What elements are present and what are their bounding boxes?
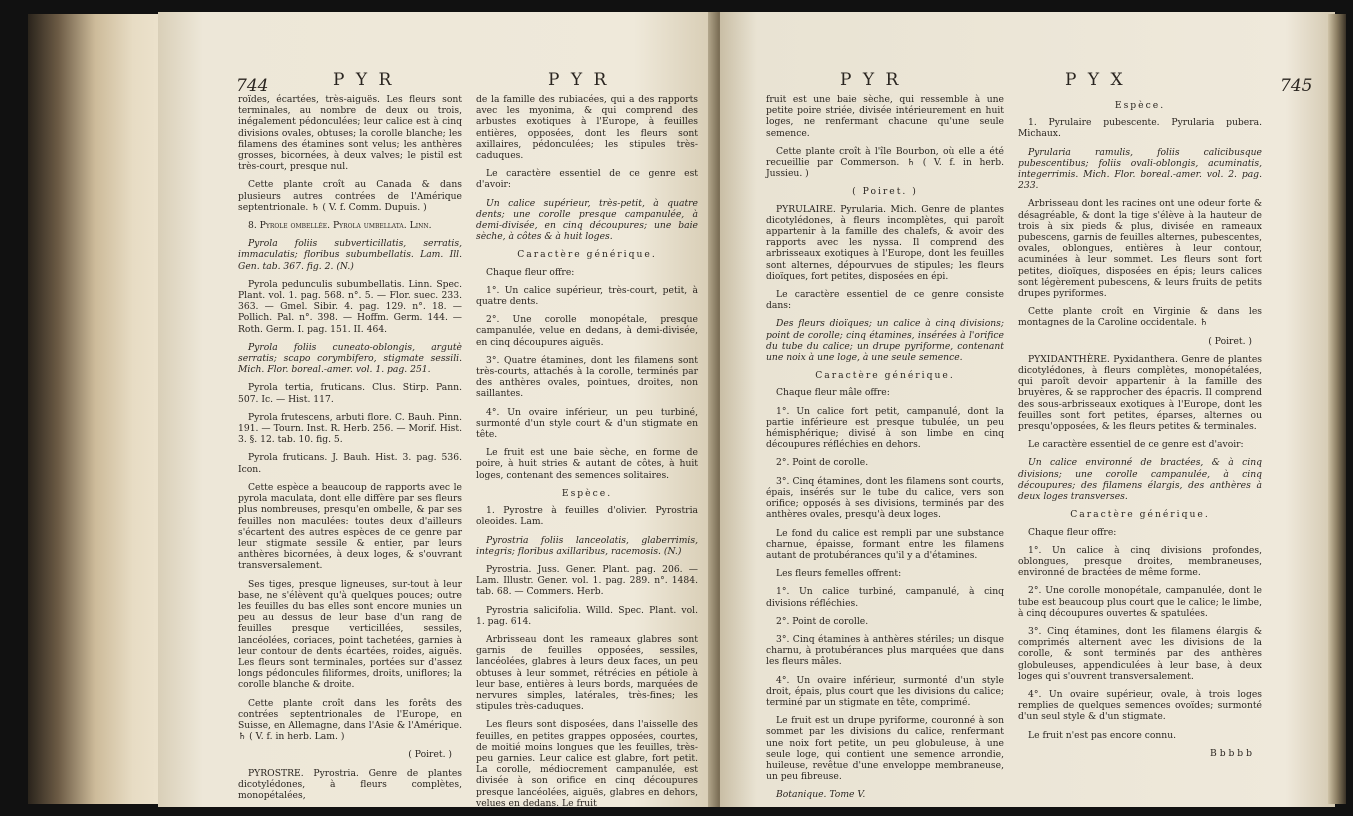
section-heading: Caractère générique.: [1070, 509, 1210, 521]
left-page: [158, 12, 718, 807]
paragraph: 2°. Point de corolle.: [776, 457, 869, 469]
paragraph: fruit est une baie sèche, qui ressemble à une petite poire striée, divisée intérieurement en huit loges, ne renfermant chacune qu'une seule semence.: [766, 94, 1004, 139]
paragraph: Pyrularia ramulis, foliis calicibusque pubescentibus; foliis ovali-oblongis, acuminatis, integerrimis. Mich. Flor. boreal.-amer. vol. 2. pag. 233.: [1018, 146, 1262, 192]
paragraph: 1. Pyrulaire pubescente. Pyrularia pubera. Michaux.: [1018, 117, 1262, 140]
paragraph: Arbrisseau dont les rameaux glabres sont garnis de feuilles opposées, sessiles, lancéolées, glabres à leurs deux faces, un peu obtuses à leur sommet, rétrécies en pétiole à leur base, entières à leurs bords, marquées de nervures simples, latérales, très-fines; les stipules très-caduques.: [476, 633, 698, 713]
paragraph: 4°. Un ovaire inférieur, surmonté d'un style droit, épais, plus court que les divisions du calice; terminé par un stigmate en tête, comprimé.: [766, 674, 1004, 708]
section-heading: Espèce.: [1114, 100, 1166, 111]
left-page-edges: [28, 14, 178, 804]
paragraph: de la famille des rubiacées, qui a des rapports avec les myonima, & qui comprend des arbustes exotiques à l'Europe, à feuilles entières, opposées, dont les fleurs sont axillaires, pédonculées; les stipules très-caduques.: [476, 94, 698, 162]
paragraph: Pyrostria foliis lanceolatis, glaberrimis, integris; floribus axillaribus, racemosis. (N.): [476, 534, 698, 557]
paragraph: Pyrola tertia, fruticans. Clus. Stirp. Pann. 507. Ic. — Hist. 117.: [238, 382, 462, 405]
running-head-right-col2: P Y X: [1065, 70, 1126, 90]
right-page-column-1: [766, 94, 1004, 807]
section-heading: Caractère générique.: [517, 249, 657, 261]
paragraph: Pyrola pedunculis subumbellatis. Linn. Spec. Plant. vol. 1. pag. 568. n°. 5. — Flor. suec. 233. 363. — Gmel. Sibir. 4. pag. 129. n°. 18. — Pollich. Pal. n°. 398. — Hoffm. Germ. 144. — Roth. Germ. I. pag. 151. II. 464.: [238, 278, 462, 335]
species-heading: 8. Pyrole ombellée. Pyrola umbellata. Linn.: [248, 220, 432, 232]
paragraph: Pyrostria. Juss. Gener. Plant. pag. 206. — Lam. Illustr. Gener. vol. 1. pag. 289. n°. 1484. tab. 68. — Commers. Herb.: [476, 563, 698, 598]
paragraph: 3°. Cinq étamines, dont les filamens sont courts, épais, insérés sur le tube du calice, vers son orifice; opposés à ses divisions, terminés par des anthères ovales, presqu'à deux loges.: [766, 475, 1004, 521]
paragraph: PYROSTRE. Pyrostria. Genre de plantes dicotylédones, à fleurs complètes, monopétalées,: [238, 767, 462, 801]
paragraph: 4°. Un ovaire supérieur, ovale, à trois loges remplies de quelques semences ovoïdes; surmonté d'un seul style & d'un stigmate.: [1018, 688, 1262, 723]
running-head-left-col2: P Y R: [548, 70, 610, 90]
open-book: [8, 4, 1348, 812]
paragraph: Cette plante croît en Virginie & dans les montagnes de la Caroline occidentale. ♄: [1018, 306, 1262, 329]
paragraph: Pyrostria salicifolia. Willd. Spec. Plant. vol. 1. pag. 614.: [476, 604, 698, 627]
page-number-right: 745: [1280, 76, 1313, 96]
paragraph: Le fruit est une baie sèche, en forme de poire, à huit stries & autant de côtes, à huit loges, contenant des semences solitaires.: [476, 447, 698, 481]
paragraph: 2°. Une corolle monopétale, campanulée, dont le tube est beaucoup plus court que le calice; le limbe, à cinq découpures ouvertes & spatulées.: [1018, 585, 1262, 619]
paragraph: 1°. Un calice fort petit, campanulé, dont la partie inférieure est presque tubulée, un peu hémisphérique; divisé à son limbe en cinq découpures réfléchies en dehors.: [766, 405, 1004, 451]
paragraph: Les fleurs femelles offrent:: [776, 568, 902, 580]
paragraph: Cette espèce a beaucoup de rapports avec le pyrola maculata, dont elle diffère par ses fleurs plus nombreuses, presqu'en ombelle, & par ses feuilles non maculées: toutes deux d'ailleurs s'écartent des autres espèces de ce genre par leur stigmate sessile & entier, par leurs anthères bicornées, à deux loges, & s'ouvrant transversalement.: [238, 481, 462, 572]
right-page-edges: [1328, 14, 1346, 804]
paragraph: Ses tiges, presque ligneuses, sur-tout à leur base, ne s'élèvent qu'à quelques pouces; outre les feuilles du bas elles sont encore munies un peu au dessus de leur base d'un rang de feuilles presque verticillées, sessiles, lancéolées, coriaces, point tachetées, garnies à leur contour de dents écartées, roides, aiguës. Les fleurs sont terminales, portées sur d'assez longs pédoncules filiformes, droits, uniflores; la corolle blanche & droite.: [238, 578, 462, 691]
paragraph: 3°. Quatre étamines, dont les filamens sont très-courts, attachés à la corolle, terminés par des anthères ovales, pointues, droites, non saillantes.: [476, 354, 698, 400]
paragraph: 4°. Un ovaire inférieur, un peu turbiné, surmonté d'un style court & d'un stigmate en tête.: [476, 406, 698, 441]
paragraph: Un calice environné de bractées, & à cinq divisions; une corolle campanulée, à cinq découpures; des filamens élargis, des anthères à deux loges transverses.: [1018, 457, 1262, 503]
paragraph: Le caractère essentiel de ce genre est d'avoir:: [476, 168, 698, 191]
paragraph: 1°. Un calice supérieur, très-court, petit, à quatre dents.: [476, 284, 698, 308]
paragraph: Le fruit n'est pas encore connu.: [1028, 729, 1177, 741]
paragraph: Chaque fleur offre:: [1028, 526, 1117, 538]
volume-footer: Botanique. Tome V.: [776, 789, 866, 801]
paragraph: 3°. Cinq étamines, dont les filamens élargis & comprimés alternent avec les divisions de la corolle, & sont terminés par des anthères globuleuses, appendiculées à leur base, à deux loges qui s'ouvrent transversalement.: [1018, 625, 1262, 682]
signature-mark: B b b b b: [1210, 747, 1252, 759]
paragraph: Pyrola foliis cuneato-oblongis, argutè serratis; scapo corymbifero, stigmate sessili. Mich. Flor. boreal.-amer. vol. 1. pag. 251.: [238, 341, 462, 376]
author-signature: ( Poiret. ): [408, 749, 452, 761]
paragraph: 3°. Cinq étamines à anthères stériles; un disque charnu, à protubérances plus marquées que dans les fleurs mâles.: [766, 633, 1004, 668]
left-page-column-1: [238, 94, 462, 807]
paragraph: Cette plante croît au Canada & dans plusieurs autres contrées de l'Amérique septentrionale. ♄ ( V. f. Comm. Dupuis. ): [238, 179, 462, 213]
paragraph: Cette plante croît dans les forêts des contrées septentrionales de l'Europe, en Suisse, en Allemagne, dans l'Asie & l'Amérique. ♄ ( V. f. in herb. Lam. ): [238, 697, 462, 743]
paragraph: 1. Pyrostre à feuilles d'olivier. Pyrostria oleoides. Lam.: [476, 505, 698, 528]
right-page-column-2: [1018, 94, 1262, 766]
paragraph: Chaque fleur mâle offre:: [776, 387, 890, 399]
paragraph: Le fruit est un drupe pyriforme, couronné à son sommet par les divisions du calice, renfermant une noix fort petite, un peu globuleuse, à une seule loge, qui contient une semence arrondie, huileuse, revêtue d'une enveloppe membraneuse, un peu fibreuse.: [766, 715, 1004, 783]
paragraph: 1°. Un calice à cinq divisions profondes, oblongues, presque droites, membraneuses, environné de bractées de même forme.: [1018, 544, 1262, 579]
paragraph: Un calice supérieur, très-petit, à quatre dents; une corolle presque campanulée, à demi-divisée, en cinq découpures; une baie sèche, à côtes & à huit loges.: [476, 197, 698, 243]
paragraph: Le caractère essentiel de ce genre consiste dans:: [766, 289, 1004, 312]
paragraph: PYXIDANTHÈRE. Pyxidanthera. Genre de plantes dicotylédones, à fleurs complètes, monopétalées, qui paroît devoir appartenir à la famille des bruyères, & se rapprocher des épacris. Il comprend des sous-arbrisseaux exotiques à l'Europe, dont les feuilles sont fort petites, éparses, alternes ou presqu'opposées, & les fleurs petites & terminales.: [1018, 353, 1262, 433]
page-number-left: 744: [236, 76, 269, 96]
right-page: [720, 12, 1335, 807]
paragraph: Les fleurs sont disposées, dans l'aisselle des feuilles, en petites grappes opposées, courtes, de moitié moins longues que les feuilles, très-peu garnies. Leur calice est glabre, fort petit. La corolle, médiocrement campanulée, est divisée à son orifice en cinq découpures presque lancéolées, aiguës, glabres en dehors, velues en dedans. Le fruit: [476, 719, 698, 807]
paragraph: Pyrola frutescens, arbuti flore. C. Bauh. Pinn. 191. — Tourn. Inst. R. Herb. 256. — Morif. Hist. 3. §. 12. tab. 10. fig. 5.: [238, 411, 462, 446]
paragraph: Le fond du calice est rempli par une substance charnue, épaisse, formant entre les filamens autant de protubérances qu'il y a d'étamines.: [766, 527, 1004, 561]
paragraph: 1°. Un calice turbiné, campanulé, à cinq divisions réfléchies.: [766, 586, 1004, 609]
author-signature: ( Poiret. ): [1208, 335, 1252, 347]
running-head-right-col1: P Y R: [840, 70, 902, 90]
paragraph: Arbrisseau dont les racines ont une odeur forte & désagréable, & dont la tige s'élève à la hauteur de trois à six pieds & plus, divisée en rameaux pubescens, garnis de feuilles alternes, pubescentes, ovales, oblongues, entières à leur contour, acuminées à leur sommet. Les fleurs sont fort petites, dioïques, disposées en épis; leurs calices sont légèrement pubescens, & leurs fruits de petits drupes pyriformes.: [1018, 198, 1262, 300]
paragraph: 2°. Point de corolle.: [776, 615, 869, 627]
paragraph: Pyrola foliis subverticillatis, serratis, immaculatis; floribus subumbellatis. Lam. Ill. Gen. tab. 367. fig. 2. (N.): [238, 238, 462, 272]
running-head-left-col1: P Y R: [333, 70, 395, 90]
section-heading: Caractère générique.: [815, 370, 955, 382]
paragraph: Chaque fleur offre:: [486, 266, 575, 278]
left-page-column-2: [476, 94, 698, 807]
paragraph: roïdes, écartées, très-aiguës. Les fleurs sont terminales, au nombre de deux ou trois, inégalement pédonculées; leur calice est à cinq divisions ovales, obtuses; la corolle blanche; les filamens des étamines sont velus; les anthères grosses, bicornées, à deux valves; le pistil est très-court, presque nul.: [238, 94, 462, 173]
section-heading: Espèce.: [561, 487, 613, 499]
paragraph: PYRULAIRE. Pyrularia. Mich. Genre de plantes dicotylédones, à fleurs incomplètes, qui paroît appartenir à la famille des chalefs, & avoir des rapports avec les nyssa. Il comprend des arbrisseaux exotiques à l'Europe, dont les feuilles sont alternes, dépourvues de stipules; les fleurs dioïques, fort petites, disposées en épi.: [766, 203, 1004, 282]
paragraph: Le caractère essentiel de ce genre est d'avoir:: [1028, 439, 1244, 451]
paragraph: Des fleurs dioïques; un calice à cinq divisions; point de corolle; cinq étamines, insérées à l'orifice du tube du calice; un drupe pyriforme, contenant une noix à une loge, à une seule semence.: [766, 318, 1004, 364]
author-signature: ( Poiret. ): [852, 186, 918, 198]
paragraph: Pyrola fruticans. J. Bauh. Hist. 3. pag. 536. Icon.: [238, 452, 462, 475]
paragraph: 2°. Une corolle monopétale, presque campanulée, velue en dedans, à demi-divisée, en cinq découpures aiguës.: [476, 314, 698, 348]
paragraph: Cette plante croît à l'île Bourbon, où elle a été recueillie par Commerson. ♄ ( V. f. in herb. Jussieu. ): [766, 145, 1004, 180]
